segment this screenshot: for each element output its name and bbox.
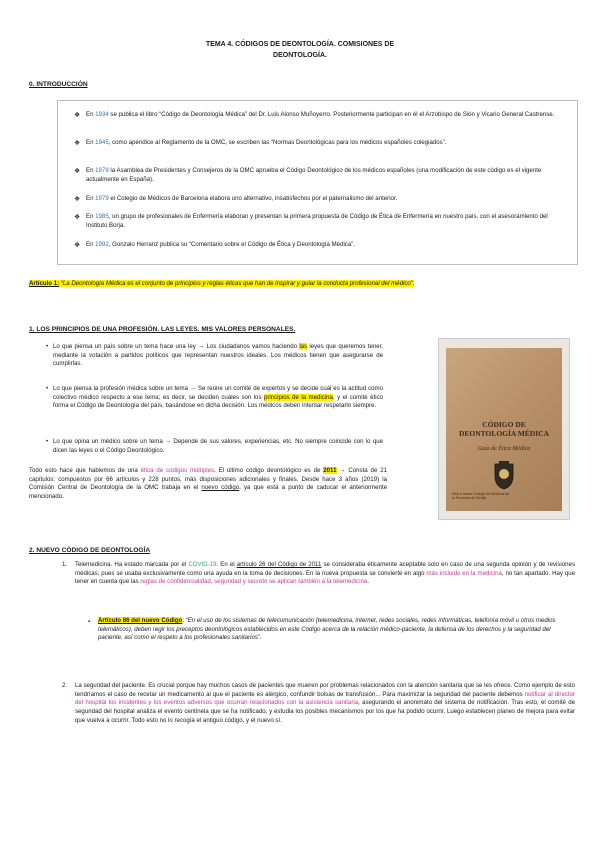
- book-cover-image: [438, 338, 570, 520]
- page-title: [150, 40, 450, 61]
- quote-article-86: ▪ Artículo 86 del nuevo Código: “En el uso de los sistemas de telecomunicación (telemedicina, internet, redes sociales, redes informáticas, telefonía móvil u otros medios telemáticos), deben regir los preceptos deontológicos establecidos en este Código acerca de la relación médico-paciente, la defensa de los derechos y la seguridad del paciente, así como el respeto a los profesionales sanitarios”.: [88, 617, 556, 642]
- list-item: 2. La seguridad del paciente. Es crucial porque hay muchos casos de pacientes que mueren por problemas relacionados con la atención sanitaria que se les ofrece. Como ejemplo de esto tendríamos el caso de recetar un medicamento al que el paciente es alérgico, confundir bolsas de transfusión... Para maximizar la seguridad del paciente debemos notificar al director del hospital los incidentes y los eventos adversos que ocurran relacionados con la asistencia sanitaria, asegurando el anonimato del sistema de notificación. Tras esto, el comité de seguridad del hospital analiza el evento centinela que se ha notificado, y estudia los posibles mecanismos por los que ha podido ocurrir. Luego establecen planes de mejora para evitar que vuelva a ocurrir. Todo esto no lo recogía el antiguo código, y el nuevo sí.: [62, 682, 575, 724]
- list-item: • Lo que piensa un país sobre un tema hace una ley → Los ciudadanos vamos haciendo las leyes que queremos tener, mediante la votación a partidos políticos que representan nuestros ideales. Los médicos tienen que asegurarse de cumplirlas.: [46, 343, 383, 368]
- intro-item: ❖ En 1979 el Colegio de Médicos de Barcelona elabora uno alternativo, insatisfechos por el paternalismo del anterior.: [74, 195, 398, 203]
- diamond-bullet-icon: ❖: [74, 214, 81, 221]
- intro-item: ❖ En 1978 la Asamblea de Presidentes y Consejeros de la OMC aprueba el Código Deontológico de los médicos españoles (una modificación de este código es el vigente actualmente en España).: [74, 167, 542, 183]
- list-item: 1. Telemedicina. Ha estado marcada por el COVID-19. En el artículo 26 del Código de 2011 se consideraba éticamente aceptable solo en caso de una segunda opinión y de revisiones médicas; pues se usaba exclusivamente como una ayuda en la toma de decisiones. En la nueva propuesta se convierte en algo más incluido en la medicina, no tan apartado. Hay que tener en cuenta que las reglas de confidencialidad, seguridad y secreto se aplican también a la telemedicina.: [62, 561, 575, 586]
- intro-box: [57, 100, 578, 265]
- title-line-2: DEONTOLOGÍA.: [273, 51, 327, 59]
- list-item: • Lo que opina un médico sobre un tema → Depende de sus valores, experiencias, etc. No siempre coincide con lo que dicen las leyes o el Código Deontológico.: [46, 438, 383, 454]
- book-title-line-1: CÓDIGO DE: [482, 420, 526, 429]
- intro-item: ❖ En 1985, un grupo de profesionales de Enfermería elaboran y presentan la primera propuesta de Código de Ética de Enfermería en nuestro país, con el asesoramiento del Instituto Borja.: [74, 213, 548, 229]
- section-1-paragraph: Todo esto hace que hablemos de una ética de códigos múltiples. El último código deontológico es de 2011 → Consta de 21 capítulos: compuestos por 66 artículos y 228 puntos, más disposiciones adicionales y finales. Desde hace 3 años (2019) la Comisión Central de Deontología de la OMC trabaja en el nuevo código, ya que está a punto de caducar el anteriormente mencionado.: [29, 467, 387, 500]
- intro-item: ❖ En 1945, como apéndice al Reglamento de la OMC, se escriben las “Normas Deontológicas para los médicos españoles colegiados”.: [74, 139, 447, 147]
- title-line-1: TEMA 4. CÓDIGOS DE DEONTOLOGÍA. COMISIONES DE: [205, 41, 395, 48]
- section-1-heading: 1. LOS PRINCIPIOS DE UNA PROFESIÓN. LAS LEYES. MIS VALORES PERSONALES.: [29, 326, 296, 333]
- intro-heading: 0. INTRODUCCIÓN: [29, 81, 88, 88]
- bullet-icon: •: [46, 385, 49, 392]
- bullet-icon: •: [46, 343, 49, 350]
- article-1-label: Artículo 1:: [29, 280, 60, 287]
- section-2-heading: 2. NUEVO CÓDIGO DE DEONTOLOGÍA: [29, 547, 151, 554]
- coat-of-arms-icon: [491, 460, 517, 490]
- intro-item: ❖ En 1934 se publica el libro “Código de Deontología Médica” del Dr. Luis Alonso Muñoyerro. Posteriormente participan en él el Arzobispo de Sión y Vicario General Castrense.: [74, 111, 555, 119]
- intro-item: ❖ En 1992, Gonzalo Herranz publica su “Comentario sobre el Código de Ética y Deontología Médica”.: [74, 241, 355, 249]
- bullet-icon: •: [46, 438, 49, 445]
- book-subtitle: Guía de Ética Médica: [477, 446, 531, 452]
- list-item: • Lo que piensa la profesión médica sobre un tema → Se reúne un comité de expertos y se decide cuál es la actitud como colectivo médico respecto a ese tema; es decir, se deciden cuáles son los principios de la medicina, y el comité ético forma el Código de Deontología del país, basándose en dicha decisión. Los médicos deben intentar respetarlo siempre.: [46, 385, 384, 410]
- diamond-bullet-icon: ❖: [74, 140, 81, 147]
- diamond-bullet-icon: ❖: [74, 168, 81, 175]
- diamond-bullet-icon: ❖: [74, 242, 81, 249]
- square-bullet-icon: ▪: [88, 619, 91, 625]
- article-1-text: “La Deontología Médica es el conjunto de principios y reglas éticas que han de inspirar y guiar la conducta profesional del médico”.: [59, 280, 415, 287]
- diamond-bullet-icon: ❖: [74, 196, 81, 203]
- diamond-bullet-icon: ❖: [74, 112, 81, 119]
- article-1: [29, 280, 572, 289]
- book-publisher: Real e Ilustre Colegio de Médicos de la Provincia de Sevilla: [452, 492, 510, 501]
- book-title-line-2: DEONTOLOGÍA MÉDICA: [458, 429, 550, 439]
